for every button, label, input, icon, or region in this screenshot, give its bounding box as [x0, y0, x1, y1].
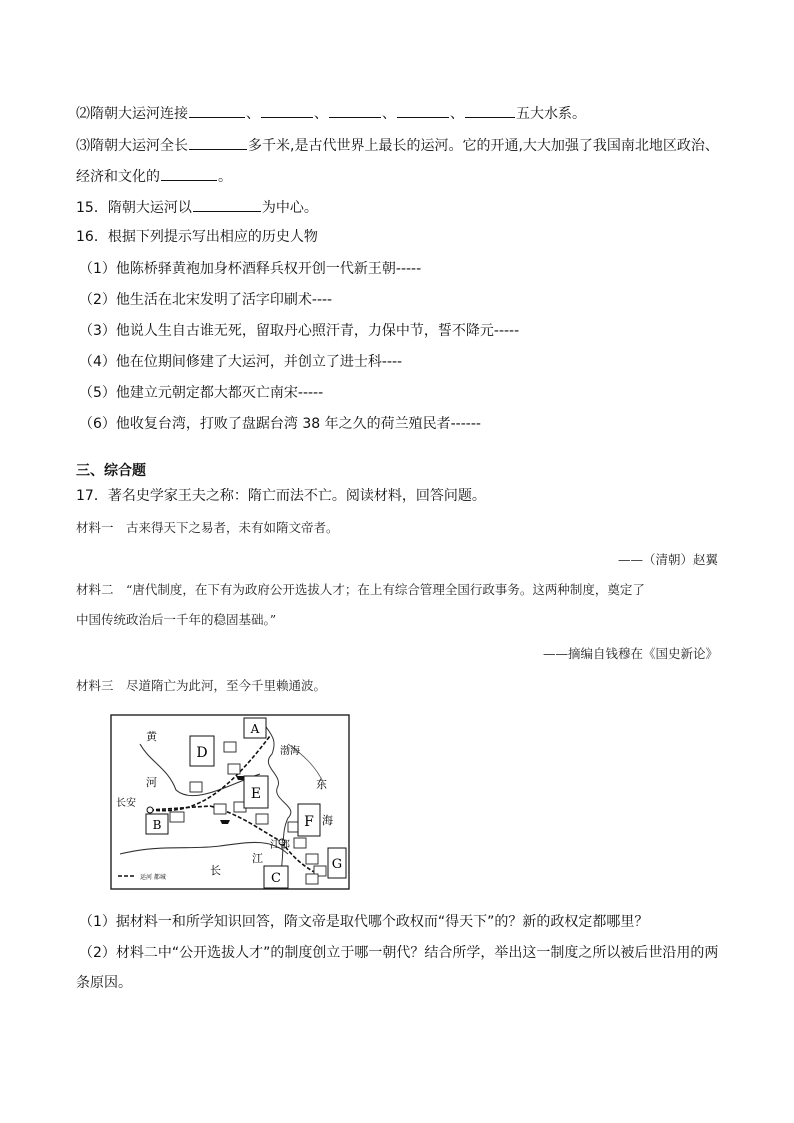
label-changan: 长安 [116, 798, 136, 809]
answer-blank[interactable] [193, 196, 261, 212]
question-15: 15．隋朝大运河以 为中心。 [76, 196, 318, 218]
label-huang: 黄 [146, 730, 157, 743]
question-17-stem: 17．著名史学家王夫之称：隋亡而法不亡。阅读材料，回答问题。 [76, 488, 486, 504]
map-box-A [244, 718, 266, 738]
section-title: 三、综合题 [76, 463, 146, 479]
map-box-E [244, 776, 268, 808]
q14-part2-line: ⑵隋朝大运河连接 、 、 、 、 五大水系。 [76, 102, 586, 124]
map-box-D [190, 736, 214, 766]
q17-sub-2-line2: 条原因。 [76, 975, 132, 991]
material-1-source: ——（清朝）赵翼 [617, 552, 718, 567]
label-he: 河 [146, 776, 157, 789]
label-dong: 东 [316, 778, 327, 791]
label-chang: 长 [210, 864, 221, 877]
label-jiangdu: 江都 [270, 840, 290, 851]
question-16-title: 16．根据下列提示写出相应的历史人物 [76, 229, 318, 245]
answer-blank[interactable] [397, 102, 449, 118]
label-hai: 海 [322, 814, 333, 827]
material-2-line1: 材料二 “唐代制度，在下有为政府公开选拔人才；在上有综合管理全国行政事务。这两种制度，奠定了 [76, 582, 645, 597]
map-box-F [298, 804, 320, 836]
answer-blank[interactable] [189, 102, 245, 118]
q16-item-6: （6）他收复台湾，打败了盘踞台湾 38 年之久的荷兰殖民者------ [79, 416, 481, 432]
map-svg [110, 714, 350, 890]
q14-part3-line1: ⑶隋朝大运河全长 多千米,是古代世界上最长的运河。它的开通,大大加强了我国南北地区政治、 [76, 134, 719, 156]
label-bohai: 渤海 [280, 746, 300, 757]
svg-text:E: E [250, 786, 262, 802]
legend-text: 运河 都城 [140, 874, 166, 881]
material-1: 材料一 古来得天下之易者，未有如隋文帝者。 [76, 520, 339, 535]
svg-text:A: A [250, 722, 260, 736]
q16-item-1: （1）他陈桥驿黄袍加身杯酒释兵权开创一代新王朝----- [79, 261, 422, 277]
material-2-line2: 中国传统政治后一千年的稳固基础。” [76, 612, 277, 627]
q16-item-2: （2）他生活在北宋发明了活字印刷术---- [79, 292, 333, 308]
answer-blank[interactable] [161, 165, 217, 181]
answer-blank[interactable] [465, 102, 515, 118]
grand-canal-map [110, 714, 350, 890]
svg-text:D: D [196, 745, 208, 761]
svg-text:C: C [271, 871, 281, 886]
map-box-G [328, 848, 346, 878]
q17-sub-2-line1: （2）材料二中“公开选拔人才”的制度创立于哪一朝代？结合所学，举出这一制度之所以被后世沿用的两 [79, 945, 719, 961]
answer-blank[interactable] [329, 102, 381, 118]
map-box-C [264, 866, 288, 888]
svg-text:F: F [304, 814, 314, 830]
answer-blank[interactable] [189, 134, 247, 150]
q16-item-4: （4）他在位期间修建了大运河，并创立了进士科---- [79, 354, 403, 370]
answer-blank[interactable] [261, 102, 313, 118]
city-marker [147, 807, 153, 813]
material-3: 材料三 尽道隋亡为此河，至今千里赖通波。 [76, 678, 327, 693]
q16-item-3: （3）他说人生自古谁无死，留取丹心照汗青，力保中节，誓不降元----- [79, 323, 520, 339]
svg-text:G: G [331, 857, 343, 872]
q16-item-5: （5）他建立元朝定都大都灭亡南宋----- [79, 385, 324, 401]
q14-part3-line2: 经济和文化的 。 [76, 165, 232, 187]
material-2-source: ——摘编自钱穆在《国史新论》 [542, 646, 718, 661]
q17-sub-1: （1）据材料一和所学知识回答，隋文帝是取代哪个政权而“得天下”的？新的政权定都哪里？ [79, 914, 649, 930]
label-jiang: 江 [252, 852, 263, 865]
map-box-B [146, 814, 168, 834]
svg-text:B: B [152, 818, 162, 832]
